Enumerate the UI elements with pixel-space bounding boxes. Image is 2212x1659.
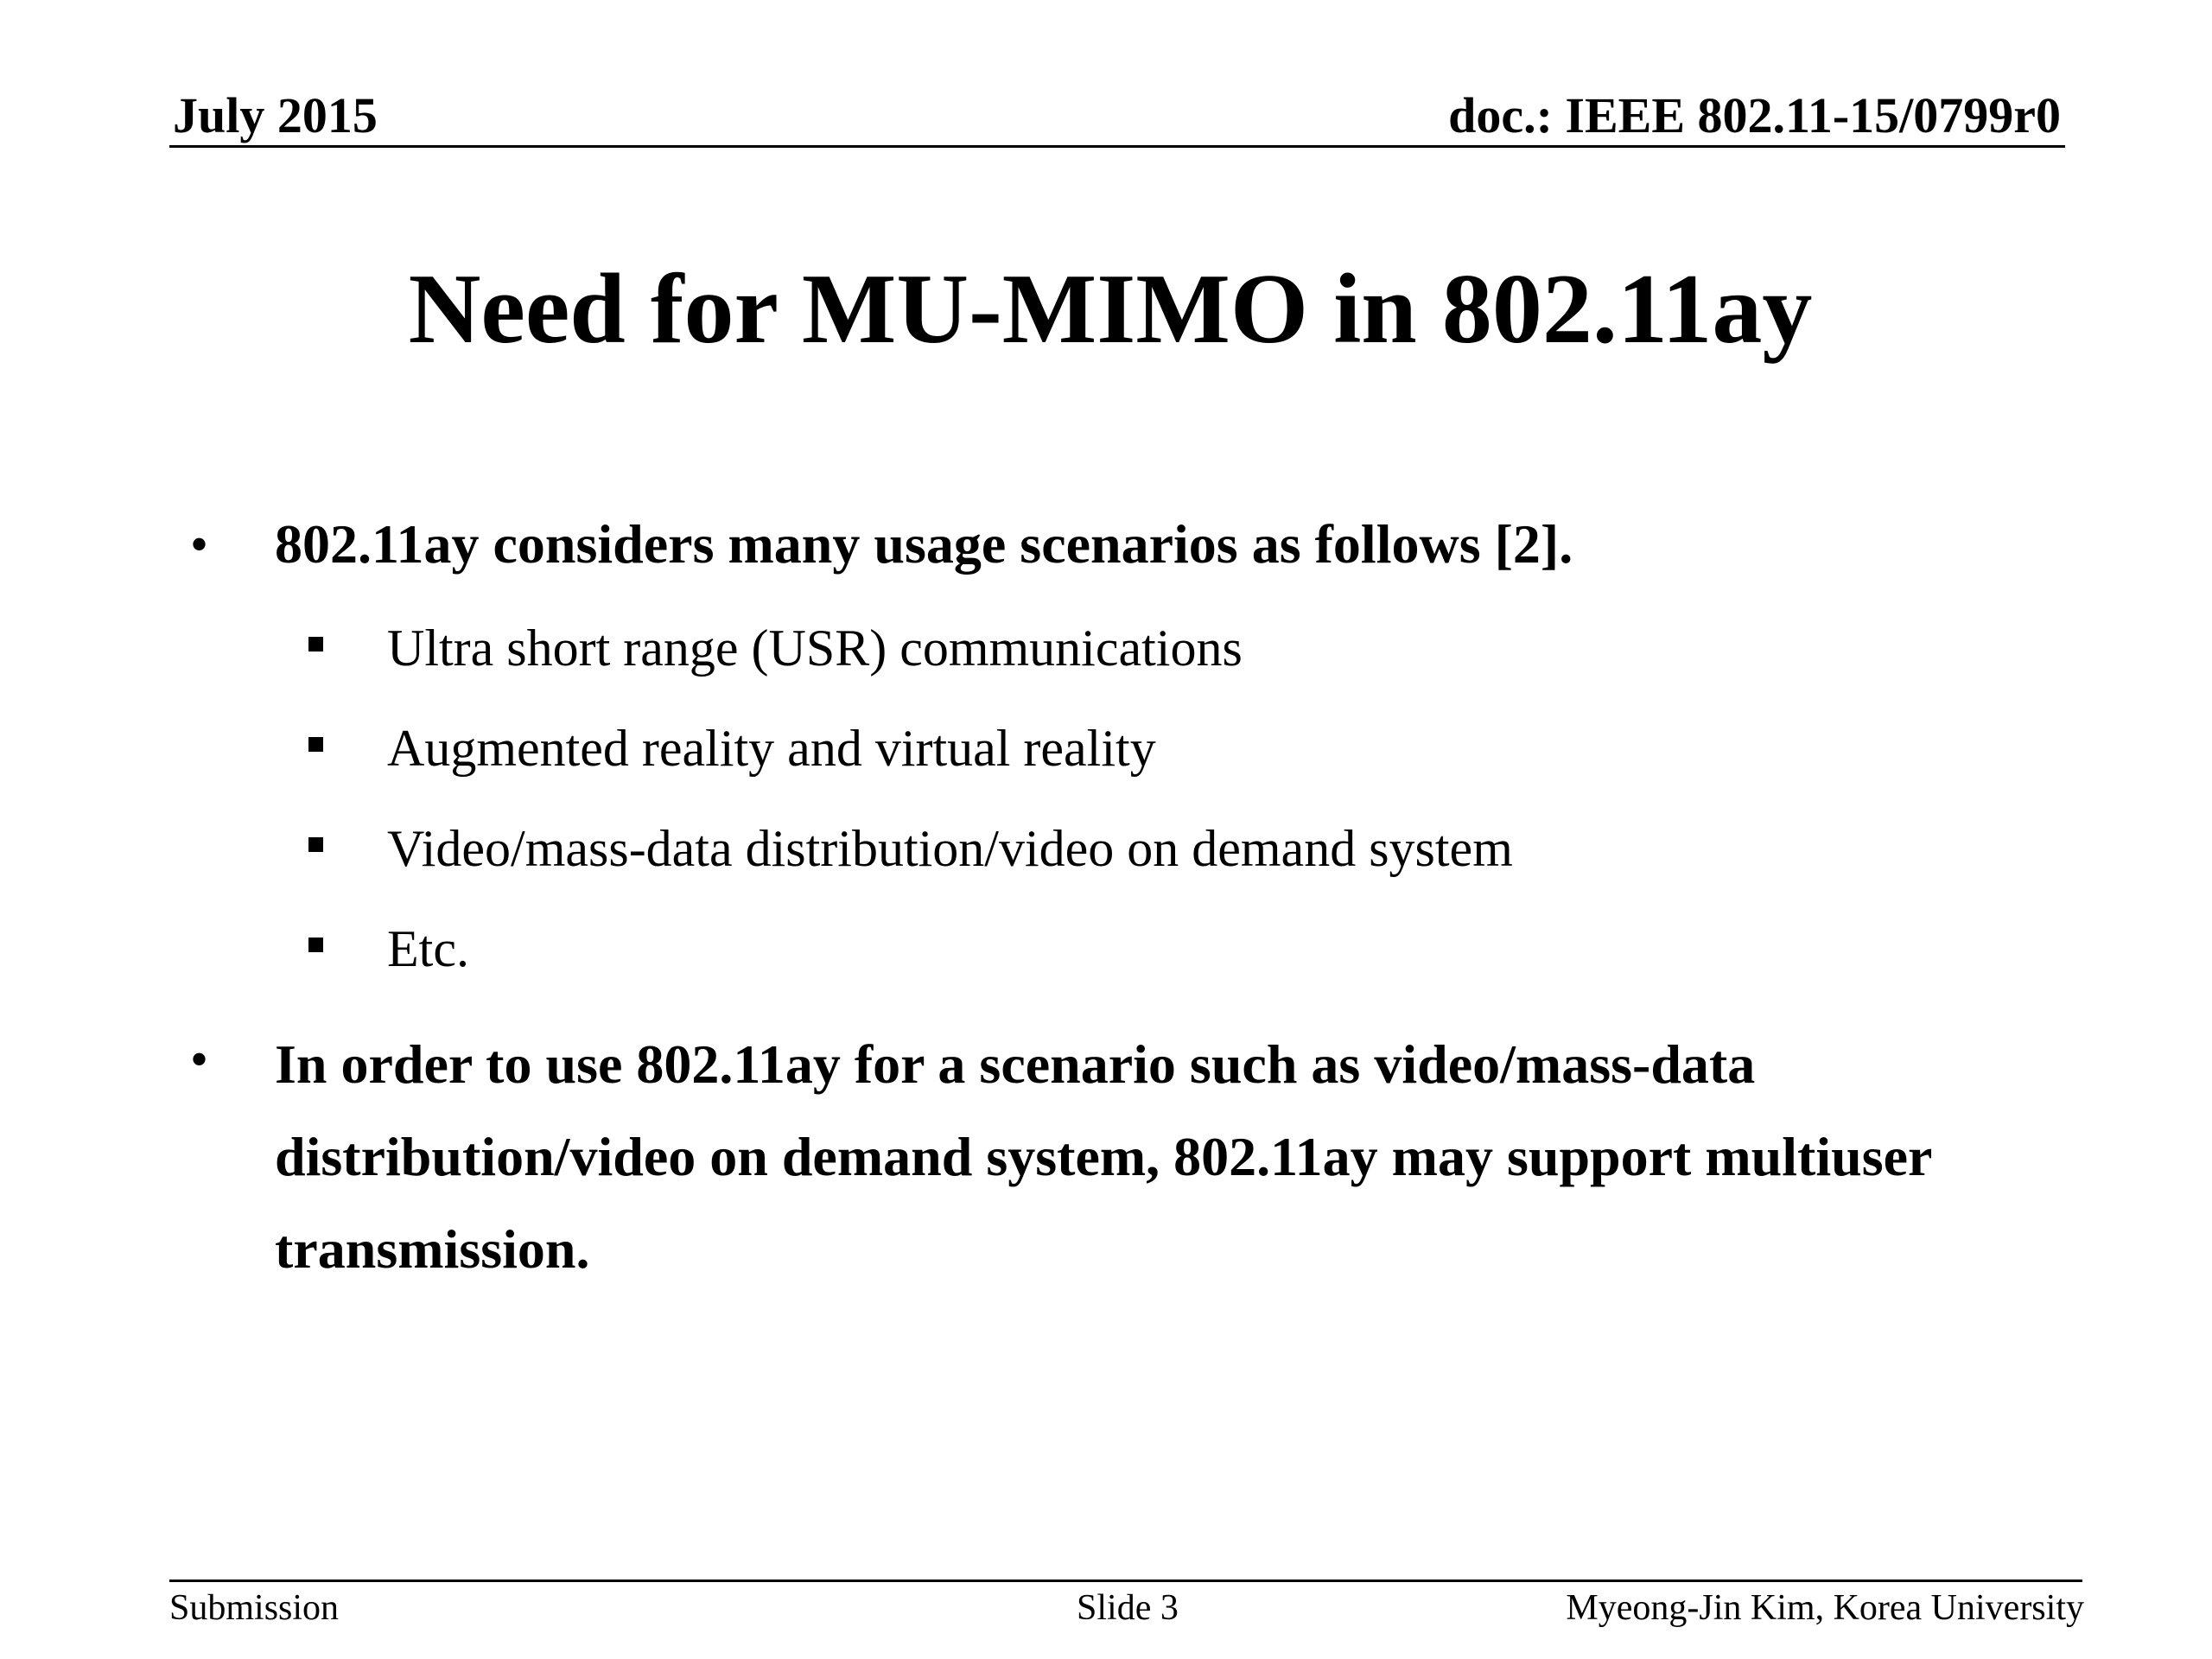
square-bullet-icon xyxy=(308,637,323,652)
footer-divider xyxy=(169,1580,2082,1582)
footer-slide-number: Slide 3 xyxy=(1077,1588,1179,1628)
bullet-2-text: In order to use 802.11ay for a scenario such as video/mass-data distribution/video on demand system, 802.11ay may support multiuser transmission. xyxy=(275,1033,1932,1280)
footer-author: Myeong-Jin Kim, Korea University xyxy=(1566,1588,2084,1628)
header-date: July 2015 xyxy=(173,87,378,143)
header-divider xyxy=(169,145,2065,148)
square-bullet-icon xyxy=(308,737,323,752)
sub-item-text: Etc. xyxy=(387,920,469,977)
square-bullet-icon xyxy=(308,938,323,952)
bullet-dot-icon: • xyxy=(190,516,209,573)
sub-item-text: Video/mass-data distribution/video on demand system xyxy=(387,820,1513,877)
footer-submission: Submission xyxy=(169,1588,340,1628)
header-doc-id: doc.: IEEE 802.11-15/0799r0 xyxy=(1448,87,2061,143)
sub-item-text: Augmented reality and virtual reality xyxy=(387,720,1156,777)
bullet-1-text: 802.11ay considers many usage scenarios as follows [2]. xyxy=(275,513,1573,575)
bullet-dot-icon: • xyxy=(190,1031,209,1088)
slide-title: Need for MU-MIMO in 802.11ay xyxy=(408,254,1813,365)
square-bullet-icon xyxy=(308,837,323,852)
sub-item-text: Ultra short range (USR) communications xyxy=(387,620,1243,677)
